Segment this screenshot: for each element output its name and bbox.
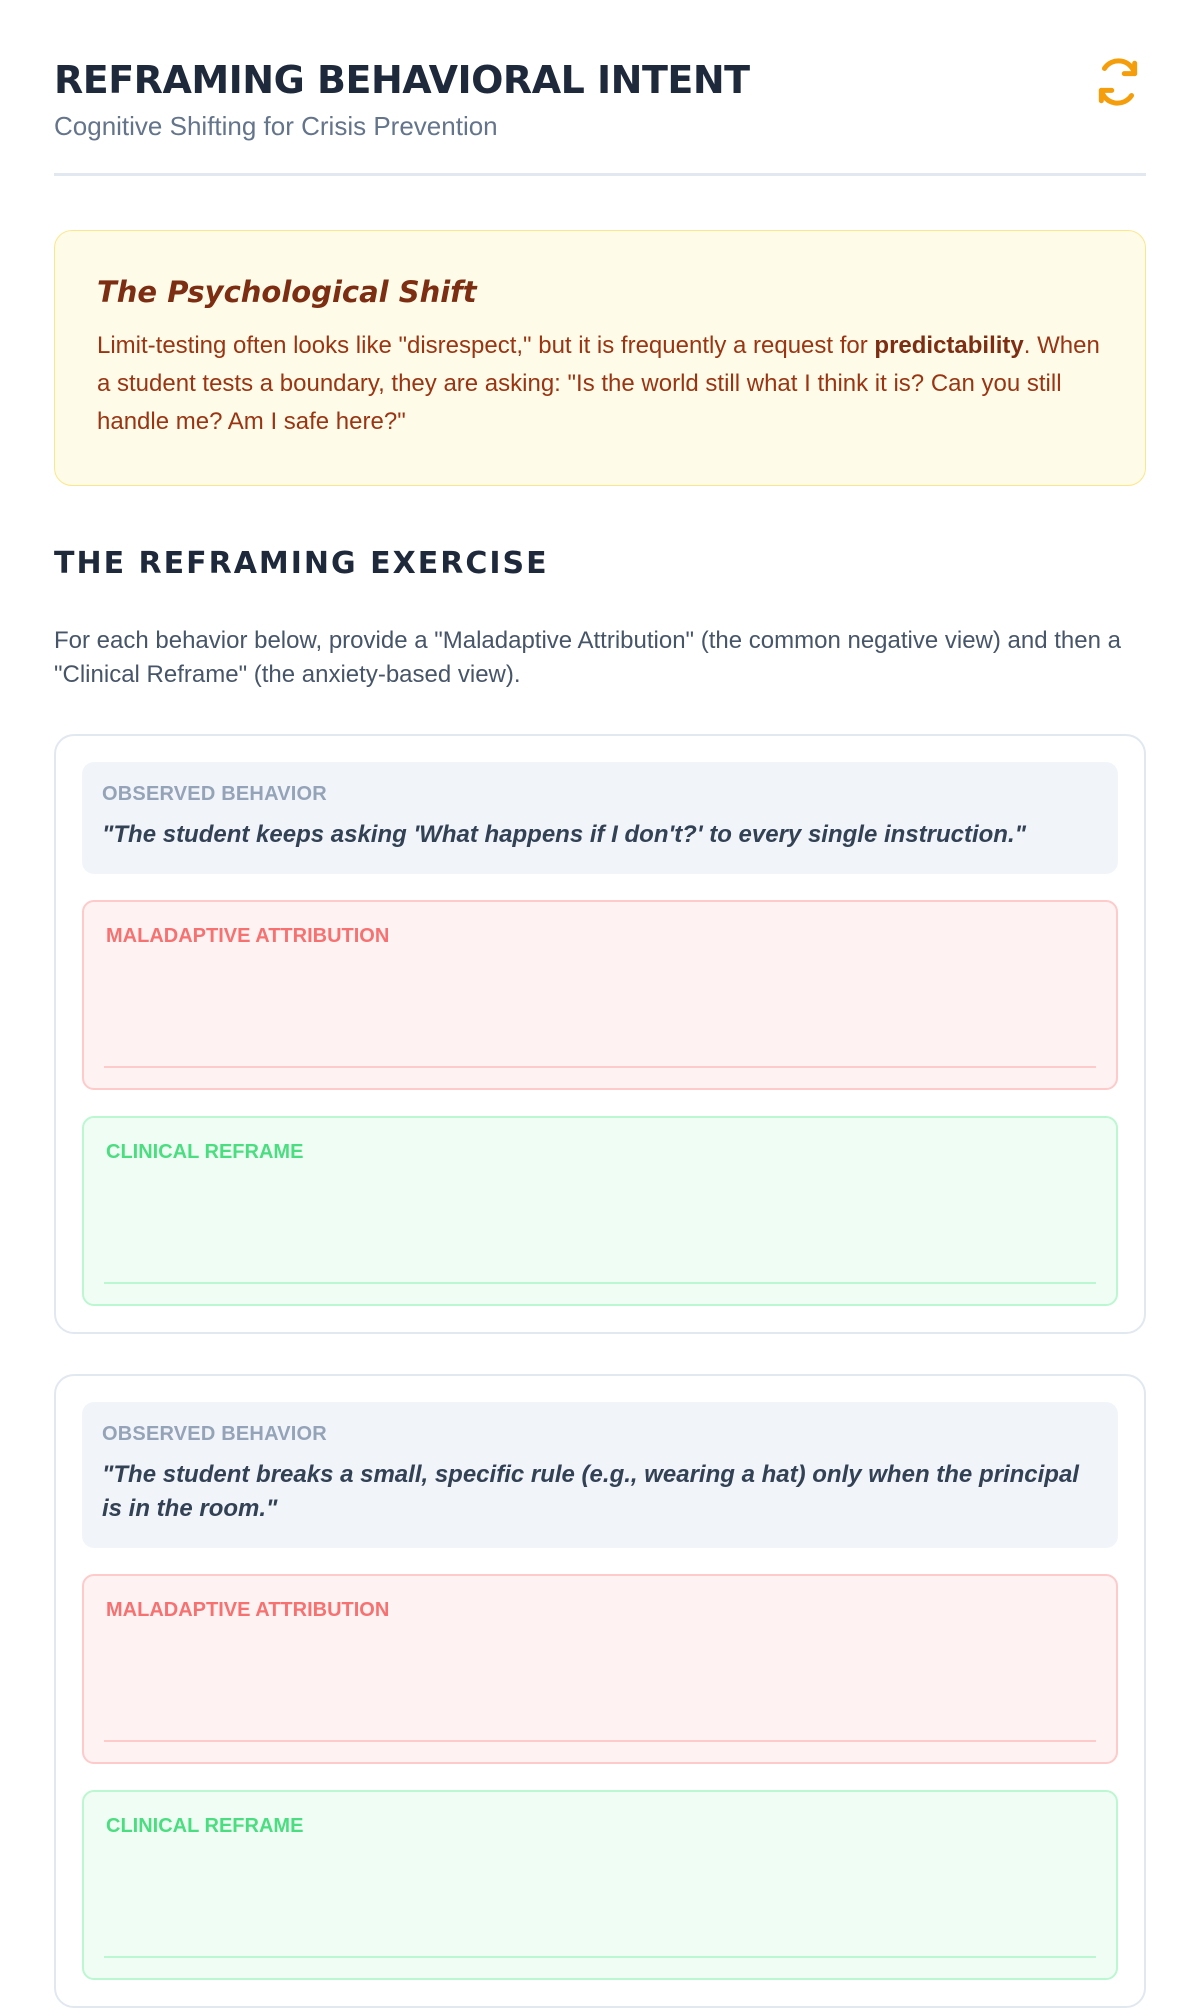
maladaptive-attribution-box bbox=[82, 900, 1118, 1090]
clinical-reframe-label: CLINICAL REFRAME bbox=[106, 1141, 304, 1163]
observed-behavior-label: OBSERVED BEHAVIOR bbox=[102, 783, 327, 805]
callout-body-text-1: Limit-testing often looks like "disrespect," but it is frequently a request for bbox=[97, 332, 875, 359]
clinical-reframe-input[interactable] bbox=[104, 1180, 1096, 1284]
clinical-reframe-box bbox=[82, 1790, 1118, 1980]
callout-body-emphasis: predictability bbox=[874, 332, 1024, 359]
maladaptive-attribution-label: MALADAPTIVE ATTRIBUTION bbox=[106, 1599, 390, 1621]
maladaptive-attribution-label: MALADAPTIVE ATTRIBUTION bbox=[106, 925, 390, 947]
observed-behavior-text: "The student keeps asking 'What happens if I don't?' to every single instruction." bbox=[102, 821, 1026, 848]
clinical-reframe-input[interactable] bbox=[104, 1854, 1096, 1958]
clinical-reframe-label: CLINICAL REFRAME bbox=[106, 1815, 304, 1837]
exercise-instructions: For each behavior below, provide a "Maladaptive Attribution" (the common negative view) and then a "Clinical Reframe" (the anxiety-based view). bbox=[54, 627, 1121, 688]
clinical-reframe-box bbox=[82, 1116, 1118, 1306]
callout-body-text-2: . When a student tests a boundary, they are asking: "Is the world still what I think it is? Can you still handle me? Am I safe here?" bbox=[97, 332, 1100, 435]
callout-title: The Psychological Shift bbox=[97, 275, 477, 309]
maladaptive-attribution-input[interactable] bbox=[104, 1638, 1096, 1742]
psychological-shift-callout bbox=[54, 230, 1146, 486]
page-header bbox=[54, 0, 1146, 176]
page-subtitle: Cognitive Shifting for Crisis Prevention bbox=[54, 111, 498, 141]
maladaptive-attribution-box bbox=[82, 1574, 1118, 1764]
observed-behavior-label: OBSERVED BEHAVIOR bbox=[102, 1423, 327, 1445]
maladaptive-attribution-input[interactable] bbox=[104, 964, 1096, 1068]
refresh-button[interactable] bbox=[1090, 54, 1146, 110]
section-title: THE REFRAMING EXERCISE bbox=[54, 546, 549, 581]
callout-body bbox=[97, 327, 1103, 441]
refresh-icon bbox=[1093, 57, 1143, 107]
observed-behavior-text: "The student breaks a small, specific rule (e.g., wearing a hat) only when the principal is in the room." bbox=[102, 1461, 1079, 1522]
observed-behavior-box bbox=[82, 762, 1118, 874]
behavior-card bbox=[54, 734, 1146, 1334]
observed-behavior-box bbox=[82, 1402, 1118, 1548]
page-title: REFRAMING BEHAVIORAL INTENT bbox=[54, 58, 750, 102]
behavior-card bbox=[54, 1374, 1146, 2008]
